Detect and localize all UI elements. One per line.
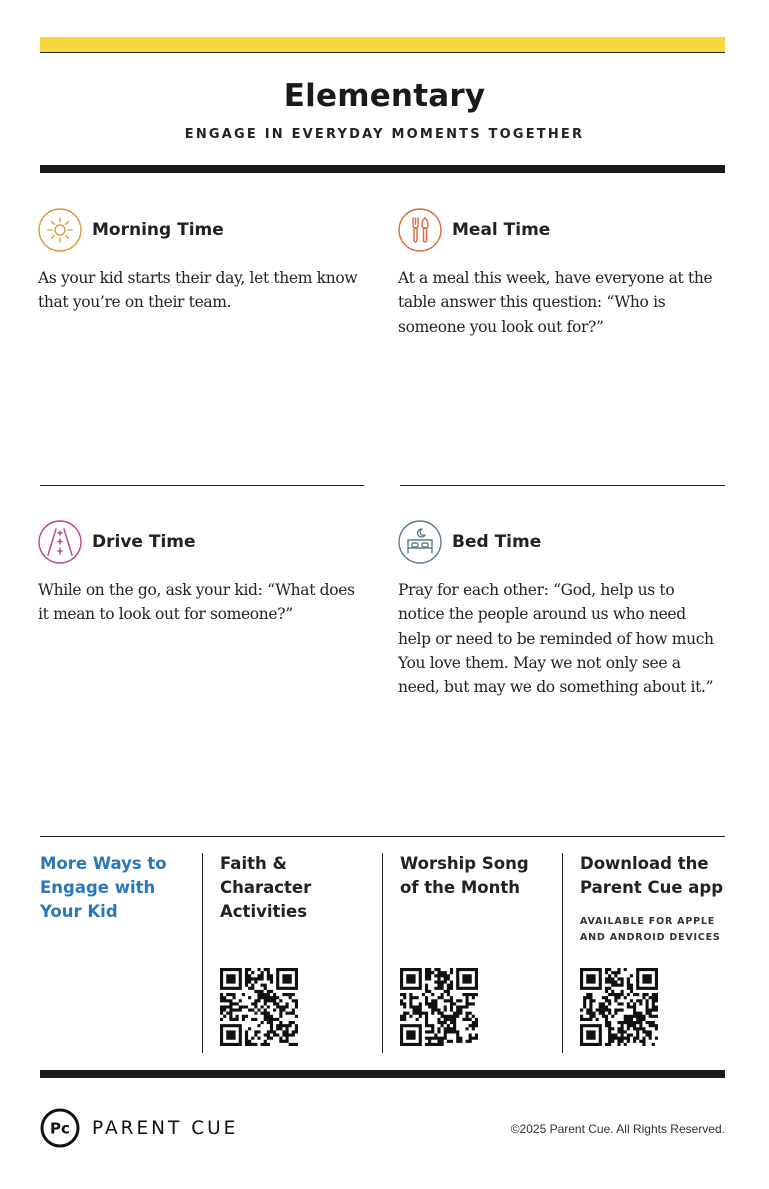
app-availability-line: AND ANDROID DEVICES [580, 932, 721, 943]
resources-heading-line: Engage with [40, 878, 156, 897]
resource-title-line: Character [220, 878, 312, 897]
app-availability-line: AVAILABLE FOR APPLE [580, 916, 716, 927]
resource-title-line: Activities [220, 902, 308, 921]
section-divider [40, 485, 364, 486]
resource-title-line: Parent Cue app [580, 878, 724, 897]
column-divider [202, 853, 203, 1053]
parent-cue-logo[interactable] [40, 1108, 238, 1148]
logo-text: PARENT CUE [92, 1117, 239, 1139]
column-divider [382, 853, 383, 1053]
section-meal-time [398, 207, 723, 339]
section-title: Drive Time [92, 532, 196, 552]
resource-download-app [580, 852, 730, 946]
resource-title-line: Faith & [220, 854, 287, 873]
logo-mark-icon [40, 1108, 80, 1148]
section-body: As your kid starts their day, let them know that you’re on their team. [38, 269, 358, 312]
section-body: While on the go, ask your kid: “What does it mean to look out for someone?” [38, 581, 355, 624]
section-divider [400, 485, 725, 486]
column-divider [562, 853, 563, 1053]
section-title: Meal Time [452, 220, 551, 240]
sun-icon [38, 208, 82, 252]
section-title: Morning Time [92, 220, 224, 240]
resources-heading-line: Your Kid [40, 902, 118, 921]
header-divider [40, 165, 725, 173]
resources-heading-line: More Ways to [40, 854, 167, 873]
resource-worship-song [400, 852, 550, 900]
resource-title-line: Worship Song [400, 854, 529, 873]
resource-title-line: of the Month [400, 878, 520, 897]
road-icon [38, 520, 82, 564]
copyright-text: ©2025 Parent Cue. All Rights Reserved. [510, 1122, 725, 1136]
logo-mark-letters: Pc [50, 1119, 70, 1138]
section-body: Pray for each other: “God, help us to notice the people around us who need help or need to be reminded of how much You love them. May we not only see a need, but may we do something about it.” [398, 581, 714, 697]
section-title: Bed Time [452, 532, 542, 552]
resource-faith-character [220, 852, 370, 924]
page-subtitle: ENGAGE IN EVERYDAY MOMENTS TOGETHER [184, 127, 585, 142]
top-accent-bar [40, 37, 725, 53]
resource-title-line: Download the [580, 854, 709, 873]
resources-top-divider [40, 836, 725, 837]
qr-code-icon[interactable] [220, 968, 298, 1046]
section-body: At a meal this week, have everyone at the table answer this question: “Who is someone you look out for?” [398, 269, 713, 336]
resources-heading [40, 852, 190, 924]
page-title: Elementary [283, 78, 486, 114]
bed-moon-icon [398, 520, 442, 564]
section-bed-time [398, 519, 723, 699]
qr-code-icon[interactable] [580, 968, 658, 1046]
footer-divider [40, 1070, 725, 1078]
section-drive-time [38, 519, 363, 627]
utensils-icon [398, 208, 442, 252]
qr-code-icon[interactable] [400, 968, 478, 1046]
section-morning-time [38, 207, 363, 315]
app-availability-note [580, 914, 730, 946]
